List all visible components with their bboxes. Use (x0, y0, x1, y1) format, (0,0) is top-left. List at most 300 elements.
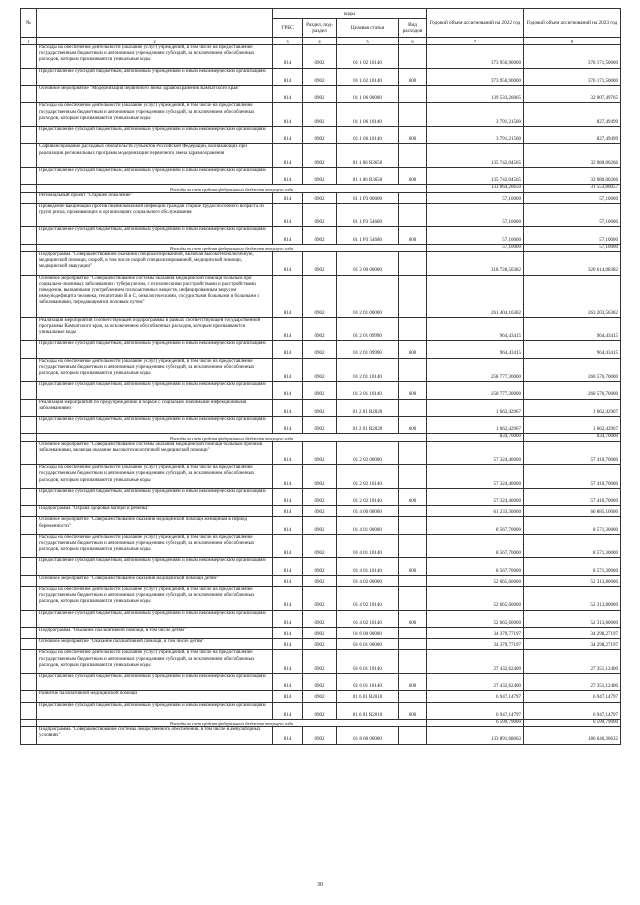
budget-table-sheet (20, 8, 620, 745)
row-name: Реализация мероприятий соответствующей подпрограммы в рамках соответствующей государственной программы Камчатского края, за исключением обособленных расходов, которым присваиваются уникальные коды (37, 317, 273, 341)
col-header-2022: Годовой объем ассигнований на 2022 год (427, 9, 524, 38)
section-code: 0902 (303, 534, 337, 558)
amount-2023: 32 080,00266 (524, 144, 621, 168)
page-number: 30 (317, 882, 323, 888)
row-name: Основное мероприятие "Совершенствование оказания медицинской помощи женщинам в период беременности" (37, 517, 273, 534)
row-name: Подпрограмма "Совершенствование системы лекарственного обеспечения, в том числе в амбулаторных условиях" (37, 727, 273, 744)
table-row (21, 192, 621, 203)
table-row (21, 103, 621, 127)
note-row (21, 719, 621, 726)
amount-2022: 57,10000 (427, 192, 524, 203)
row-name: Расходы на обеспечение деятельности (оказание услуг) учреждений, в том числе на предоставление государственным бюджетным и автономным учреждениям субсидий, за исключением обособленных расходов, которым присваиваются уникальные коды (37, 358, 273, 382)
grbs-code: 814 (273, 465, 303, 489)
amount-2022: 8 567,70000 (427, 558, 524, 575)
table-row (21, 417, 621, 434)
table-row (21, 488, 621, 505)
grbs-code: 814 (273, 227, 303, 244)
section-code: 0902 (303, 627, 337, 638)
amount-2022: 261 404,16382 (427, 275, 524, 317)
row-number-cell (21, 85, 37, 102)
row-number-cell (21, 244, 37, 251)
grbs-code: 814 (273, 417, 303, 434)
grbs-code: 814 (273, 167, 303, 184)
amount-2023: 6 947,14797 (524, 702, 621, 719)
row-name: Предоставление субсидий бюджетным, автономным учреждениям и иным некоммерческим организациям (37, 341, 273, 358)
row-name: Подпрограмма "Совершенствование оказания специализированной, включая высокотехнологичную, медицинской помощи, скорой, в том числе скорой специализированной, медицинской помощи, медицинской эвакуации" (37, 251, 273, 275)
target-code: 01 1 06 R3650 (337, 167, 399, 184)
row-number-cell (21, 251, 37, 275)
amount-2022: 258 777,30000 (427, 382, 524, 399)
row-number-cell (21, 586, 37, 610)
amount-2022: 133 891,68063 (427, 727, 524, 744)
grbs-code: 814 (273, 517, 303, 534)
amount-2022: 8 567,70000 (427, 517, 524, 534)
grbs-code: 814 (273, 358, 303, 382)
grbs-code: 814 (273, 341, 303, 358)
grbs-code: 814 (273, 126, 303, 143)
row-number-cell (21, 702, 37, 719)
amount-2023: 52 313,80000 (524, 610, 621, 627)
expense-type-code (399, 575, 427, 586)
grbs-code: 814 (273, 586, 303, 610)
row-name: Предоставление субсидий бюджетным, автономным учреждениям и иным некоммерческим организациям (37, 702, 273, 719)
row-name: Предоставление субсидий бюджетным, автономным учреждениям и иным некоммерческим организациям (37, 382, 273, 399)
target-code: 01 1 06 10140 (337, 126, 399, 143)
section-code: 0902 (303, 341, 337, 358)
section-code: 0902 (303, 358, 337, 382)
section-code: 0902 (303, 702, 337, 719)
target-code: 01 1 P3 54680 (337, 203, 399, 227)
amount-2022: 373 956,90000 (427, 45, 524, 69)
amount-2022: 57,10000 (427, 227, 524, 244)
amount-2023: 6 947,14797 (524, 691, 621, 702)
table-row (21, 441, 621, 465)
section-code: 0902 (303, 517, 337, 534)
amount-2022: 27 432,62400 (427, 650, 524, 674)
target-code: 01 6 01 R2010 (337, 691, 399, 702)
grbs-code: 814 (273, 85, 303, 102)
row-number-cell (21, 399, 37, 416)
col-header-target: Целевая статья (337, 19, 399, 38)
table-row (21, 506, 621, 517)
table-row (21, 275, 621, 317)
section-code: 0902 (303, 68, 337, 85)
amount-2022: 1 662,42967 (427, 399, 524, 416)
row-name: Региональный проект "Старшее поколение" (37, 192, 273, 203)
amount-2022: 964,43415 (427, 341, 524, 358)
target-code: 01 1 06 R3650 (337, 144, 399, 168)
grbs-code: 814 (273, 639, 303, 650)
amount-2022: 258 777,30000 (427, 358, 524, 382)
row-number-cell (21, 506, 37, 517)
section-code: 0902 (303, 558, 337, 575)
amount-2023: 827,49499 (524, 126, 621, 143)
row-name: Расходы на обеспечение деятельности (оказание услуг) учреждений, в том числе на предоставление государственным бюджетным и автономным учреждениям субсидий, за исключением обособленных расходов, которым присваиваются уникальные коды (37, 103, 273, 127)
table-row (21, 465, 621, 489)
target-code: 01 1 02 10140 (337, 45, 399, 69)
amount-2023: 57,10000 (524, 203, 621, 227)
target-code: 01 4 02 10140 (337, 586, 399, 610)
amount-2022: 27 432,62400 (427, 673, 524, 690)
section-code: 0902 (303, 691, 337, 702)
amount-2023: 1 662,42967 (524, 399, 621, 416)
expense-type-code (399, 192, 427, 203)
target-code: 01 6 01 00000 (337, 639, 399, 650)
section-code: 0902 (303, 488, 337, 505)
col-header-name (37, 9, 273, 38)
grbs-code: 814 (273, 702, 303, 719)
table-row (21, 586, 621, 610)
amount-2023: 8 571,30000 (524, 517, 621, 534)
table-row (21, 251, 621, 275)
expense-type-code (399, 358, 427, 382)
section-code: 0902 (303, 727, 337, 744)
expense-type-code: 600 (399, 167, 427, 184)
amount-2022: 61 233,30000 (427, 506, 524, 517)
row-number-cell (21, 465, 37, 489)
table-row (21, 341, 621, 358)
row-name: Предоставление субсидий бюджетным, автономным учреждениям и иным некоммерческим организациям (37, 167, 273, 184)
table-row (21, 85, 621, 102)
row-number-cell (21, 103, 37, 127)
row-name: Подпрограмма "Оказание паллиативной помощи, в том числе детям" (37, 627, 273, 638)
grbs-code: 814 (273, 506, 303, 517)
amount-2023: 834,70000 (524, 434, 621, 441)
target-code: 01 2 02 10140 (337, 465, 399, 489)
amount-2022: 135 742,04565 (427, 167, 524, 184)
col-number: 8 (524, 38, 621, 45)
table-row (21, 627, 621, 638)
table-row (21, 673, 621, 690)
note-row (21, 434, 621, 441)
row-name: Предоставление субсидий бюджетным, автономным учреждениям и иным некоммерческим организациям (37, 227, 273, 244)
row-number-cell (21, 434, 37, 441)
amount-2023: 32 080,00266 (524, 167, 621, 184)
expense-type-code (399, 45, 427, 69)
row-name: Предоставление субсидий бюджетным, автономным учреждениям и иным некоммерческим организациям (37, 610, 273, 627)
amount-2023: 827,49499 (524, 103, 621, 127)
col-header-grbs: ГРБС (273, 19, 303, 38)
section-code: 0902 (303, 465, 337, 489)
section-code: 0902 (303, 317, 337, 341)
expense-type-code (399, 534, 427, 558)
table-row (21, 167, 621, 184)
amount-2023: 376 171,50000 (524, 45, 621, 69)
section-code: 0902 (303, 167, 337, 184)
row-number-cell (21, 558, 37, 575)
row-name: Предоставление субсидий бюджетным, автономным учреждениям и иным некоммерческим организациям (37, 488, 273, 505)
row-name: Расходы на обеспечение деятельности (оказание услуг) учреждений, в том числе на предоставление государственным бюджетным и автономным учреждениям субсидий, за исключением обособленных расходов, которым присваиваются уникальные коды (37, 650, 273, 674)
row-number-cell (21, 275, 37, 317)
target-code: 01 2 01 09990 (337, 341, 399, 358)
row-name: Основное мероприятие "Модернизация первичного звена здравоохранения Камчатского края" (37, 85, 273, 102)
row-number-cell (21, 45, 37, 69)
row-name: Проведение вакцинации против пневмококковой инфекции граждан старше трудоспособного возраста из групп риска, проживающих в организациях социального обслуживания (37, 203, 273, 227)
table-row (21, 702, 621, 719)
row-number-cell (21, 68, 37, 85)
row-number-cell (21, 185, 37, 192)
col-number: 2 (37, 38, 273, 45)
grbs-code: 814 (273, 575, 303, 586)
col-number: 7 (427, 38, 524, 45)
table-row (21, 691, 621, 702)
target-code: 01 2 01 R2020 (337, 399, 399, 416)
target-code: 01 2 01 R2020 (337, 417, 399, 434)
amount-2022: 373 956,90000 (427, 68, 524, 85)
grbs-code: 814 (273, 534, 303, 558)
expense-type-code (399, 144, 427, 168)
target-code: 01 2 01 10140 (337, 358, 399, 382)
amount-2023: 60 885,10000 (524, 506, 621, 517)
expense-type-code: 600 (399, 341, 427, 358)
expense-type-code: 600 (399, 558, 427, 575)
row-number-cell (21, 317, 37, 341)
amount-2022: 34 379,77197 (427, 639, 524, 650)
target-code: 01 4 00 00000 (337, 506, 399, 517)
row-name: Основное мероприятие "Оказание паллиативной помощи, в том числе детям" (37, 639, 273, 650)
section-code: 0902 (303, 192, 337, 203)
expense-type-code (399, 441, 427, 465)
table-row (21, 382, 621, 399)
amount-2022: 57,10000 (427, 203, 524, 227)
grbs-code: 814 (273, 382, 303, 399)
amount-2023: 52 313,80000 (524, 586, 621, 610)
table-row (21, 358, 621, 382)
target-code: 01 1 06 10140 (337, 103, 399, 127)
target-code: 01 4 01 10140 (337, 534, 399, 558)
section-code: 0902 (303, 251, 337, 275)
section-code: 0902 (303, 382, 337, 399)
amount-2023: 57 410,70000 (524, 488, 621, 505)
amount-2023: 57,10000 (524, 244, 621, 251)
row-number-cell (21, 192, 37, 203)
section-code: 0902 (303, 610, 337, 627)
row-number-cell (21, 627, 37, 638)
section-code: 0902 (303, 586, 337, 610)
section-code: 0902 (303, 203, 337, 227)
grbs-code: 814 (273, 441, 303, 465)
col-number: 1 (21, 38, 37, 45)
row-number-cell (21, 534, 37, 558)
section-code: 0902 (303, 85, 337, 102)
note-row (21, 185, 621, 192)
grbs-code: 814 (273, 275, 303, 317)
expense-type-code: 600 (399, 382, 427, 399)
section-code: 0902 (303, 673, 337, 690)
amount-2023: 260 576,70000 (524, 382, 621, 399)
target-code: 01 2 02 10140 (337, 488, 399, 505)
grbs-code: 814 (273, 610, 303, 627)
expense-type-code (399, 85, 427, 102)
row-number-cell (21, 727, 37, 744)
amount-2022: 52 665,60000 (427, 575, 524, 586)
row-name: Основное мероприятие "Совершенствование системы оказания медицинской помощи больным при социально-значимых заболеваниях: туберкулезом, с психическими расстройствами и расстройствами поведения, вызванными употреблением психоактивных веществ, инфицированным вирусом иммунодефицита человека, гепатитами В и С, онкологическими, сосудистыми больными и больными с заболеваниями, передающимися половым путем" (37, 275, 273, 317)
row-number-cell (21, 691, 37, 702)
note-row (21, 244, 621, 251)
section-code: 0902 (303, 575, 337, 586)
amount-2022: 8 567,70000 (427, 534, 524, 558)
amount-2022: 133 064,20650 (427, 185, 524, 192)
expense-type-code (399, 691, 427, 702)
row-number-cell (21, 575, 37, 586)
row-number-cell (21, 341, 37, 358)
table-row (21, 534, 621, 558)
budget-rows (21, 45, 621, 745)
amount-2022: 964,43415 (427, 317, 524, 341)
amount-2023: 57,10000 (524, 192, 621, 203)
grbs-code: 814 (273, 45, 303, 69)
row-name: Расходы на обеспечение деятельности (оказание услуг) учреждений, в том числе на предоставление государственным бюджетным и автономным учреждениям субсидий, за исключением обособленных расходов, которым присваиваются уникальные коды (37, 534, 273, 558)
amount-2023: 964,43415 (524, 341, 621, 358)
col-header-codes: коды (273, 9, 427, 19)
target-code: 01 4 02 00000 (337, 575, 399, 586)
grbs-code: 814 (273, 650, 303, 674)
grbs-code: 814 (273, 144, 303, 168)
col-header-section: Раздел, под-раздел (303, 19, 337, 38)
expense-type-code (399, 275, 427, 317)
row-name: Реализация мероприятий по предупреждению и борьбе с социально значимыми инфекционными заболеваниями (37, 399, 273, 416)
amount-2023: 57 410,70000 (524, 441, 621, 465)
amount-2023: 27 351,12400 (524, 673, 621, 690)
expense-type-code: 600 (399, 610, 427, 627)
expense-type-code (399, 627, 427, 638)
section-code: 0902 (303, 144, 337, 168)
grbs-code: 814 (273, 627, 303, 638)
amount-2022: 57 324,40000 (427, 488, 524, 505)
expense-type-code (399, 517, 427, 534)
table-row (21, 575, 621, 586)
section-code: 0902 (303, 639, 337, 650)
budget-table (20, 8, 621, 745)
target-code: 01 6 01 R2010 (337, 702, 399, 719)
grbs-code: 814 (273, 488, 303, 505)
target-code: 01 1 P3 54680 (337, 227, 399, 244)
amount-2023: 52 313,80000 (524, 575, 621, 586)
grbs-code: 814 (273, 691, 303, 702)
row-number-cell (21, 382, 37, 399)
col-header-no: № (21, 9, 37, 38)
amount-2023: 57,10000 (524, 227, 621, 244)
row-number-cell (21, 417, 37, 434)
row-number-cell (21, 610, 37, 627)
grbs-code: 814 (273, 558, 303, 575)
expense-type-code (399, 650, 427, 674)
row-name: Предоставление субсидий бюджетным, автономным учреждениям и иным некоммерческим организациям (37, 126, 273, 143)
section-code: 0902 (303, 227, 337, 244)
amount-2022: 6 947,14797 (427, 702, 524, 719)
section-code: 0902 (303, 126, 337, 143)
grbs-code: 814 (273, 317, 303, 341)
column-numbers-row (21, 38, 621, 45)
table-row (21, 558, 621, 575)
col-number: 5 (337, 38, 399, 45)
row-number-cell (21, 639, 37, 650)
amount-2022: 57 324,40000 (427, 465, 524, 489)
table-row (21, 203, 621, 227)
row-name: Расходы на обеспечение деятельности (оказание услуг) учреждений, в том числе на предоставление государственным бюджетным и автономным учреждениям субсидий, за исключением обособленных расходов, которым присваиваются уникальные коды (37, 45, 273, 69)
section-code: 0902 (303, 650, 337, 674)
row-name: Софинансирование расходных обязательств субъектов Российской Федерации, возникающих при реализации региональных программ модернизации первичного звена здравоохранения (37, 144, 273, 168)
note-label: Расходы за счет средств федерального бюджета текущего года (37, 434, 427, 441)
target-code: 01 2 01 00000 (337, 275, 399, 317)
amount-2022: 139 533,26065 (427, 85, 524, 102)
target-code: 01 2 01 09990 (337, 317, 399, 341)
expense-type-code (399, 317, 427, 341)
section-code: 0902 (303, 441, 337, 465)
table-row (21, 126, 621, 143)
expense-type-code (399, 203, 427, 227)
table-row (21, 399, 621, 416)
amount-2022: 1 662,42967 (427, 417, 524, 434)
target-code: 01 6 01 10140 (337, 650, 399, 674)
target-code: 01 4 01 10140 (337, 558, 399, 575)
row-number-cell (21, 144, 37, 168)
target-code: 01 1 06 00000 (337, 85, 399, 102)
section-code: 0902 (303, 45, 337, 69)
expense-type-code (399, 251, 427, 275)
col-number: 3 (273, 38, 303, 45)
amount-2022: 52 665,60000 (427, 610, 524, 627)
grbs-code: 814 (273, 192, 303, 203)
row-number-cell (21, 517, 37, 534)
row-name: Основное мероприятие "Совершенствование оказания медицинской помощи детям" (37, 575, 273, 586)
target-code: 01 2 01 10140 (337, 382, 399, 399)
target-code: 01 2 00 00000 (337, 251, 399, 275)
col-header-2023: Годовой объем ассигнований на 2023 год (524, 9, 621, 38)
table-row (21, 639, 621, 650)
amount-2022: 3 791,21500 (427, 103, 524, 127)
row-number-cell (21, 650, 37, 674)
amount-2023: 1 662,42967 (524, 417, 621, 434)
amount-2023: 6 599,79000 (524, 719, 621, 726)
row-name: Предоставление субсидий бюджетным, автономным учреждениям и иным некоммерческим организациям (37, 558, 273, 575)
target-code: 01 6 00 00000 (337, 627, 399, 638)
amount-2022: 834,70000 (427, 434, 524, 441)
table-row (21, 144, 621, 168)
row-number-cell (21, 719, 37, 726)
amount-2022: 318 728,56382 (427, 251, 524, 275)
grbs-code: 814 (273, 673, 303, 690)
expense-type-code: 600 (399, 68, 427, 85)
row-number-cell (21, 203, 37, 227)
col-number: 4 (303, 38, 337, 45)
amount-2022: 57 324,40000 (427, 441, 524, 465)
target-code: 01 1 P3 00000 (337, 192, 399, 203)
target-code: 01 8 00 00000 (337, 727, 399, 744)
row-name: Расходы на обеспечение деятельности (оказание услуг) учреждений, в том числе на предоставление государственным бюджетным и автономным учреждениям субсидий, за исключением обособленных расходов, которым присваиваются уникальные коды (37, 586, 273, 610)
section-code: 0902 (303, 417, 337, 434)
col-number: 6 (399, 38, 427, 45)
row-name: Развитие паллиативной медицинской помощи (37, 691, 273, 702)
row-number-cell (21, 441, 37, 465)
grbs-code: 814 (273, 203, 303, 227)
amount-2023: 31 553,80057 (524, 185, 621, 192)
table-row (21, 727, 621, 744)
row-number-cell (21, 673, 37, 690)
expense-type-code: 600 (399, 488, 427, 505)
target-code: 01 1 02 10140 (337, 68, 399, 85)
note-label: Расходы за счет средств федерального бюджета текущего года (37, 244, 427, 251)
amount-2023: 8 571,30000 (524, 534, 621, 558)
amount-2023: 263 203,56382 (524, 275, 621, 317)
amount-2022: 34 379,77197 (427, 627, 524, 638)
row-name: Основное мероприятие "Совершенствование системы оказания медицинской помощи больным прочими заболеваниями, включая оказание высокотехнологичной медицинской помощи" (37, 441, 273, 465)
table-row (21, 68, 621, 85)
note-label: Расходы за счет средств федерального бюджета текущего года (37, 719, 427, 726)
amount-2022: 52 665,60000 (427, 586, 524, 610)
grbs-code: 814 (273, 727, 303, 744)
row-name: Предоставление субсидий бюджетным, автономным учреждениям и иным некоммерческим организациям (37, 68, 273, 85)
